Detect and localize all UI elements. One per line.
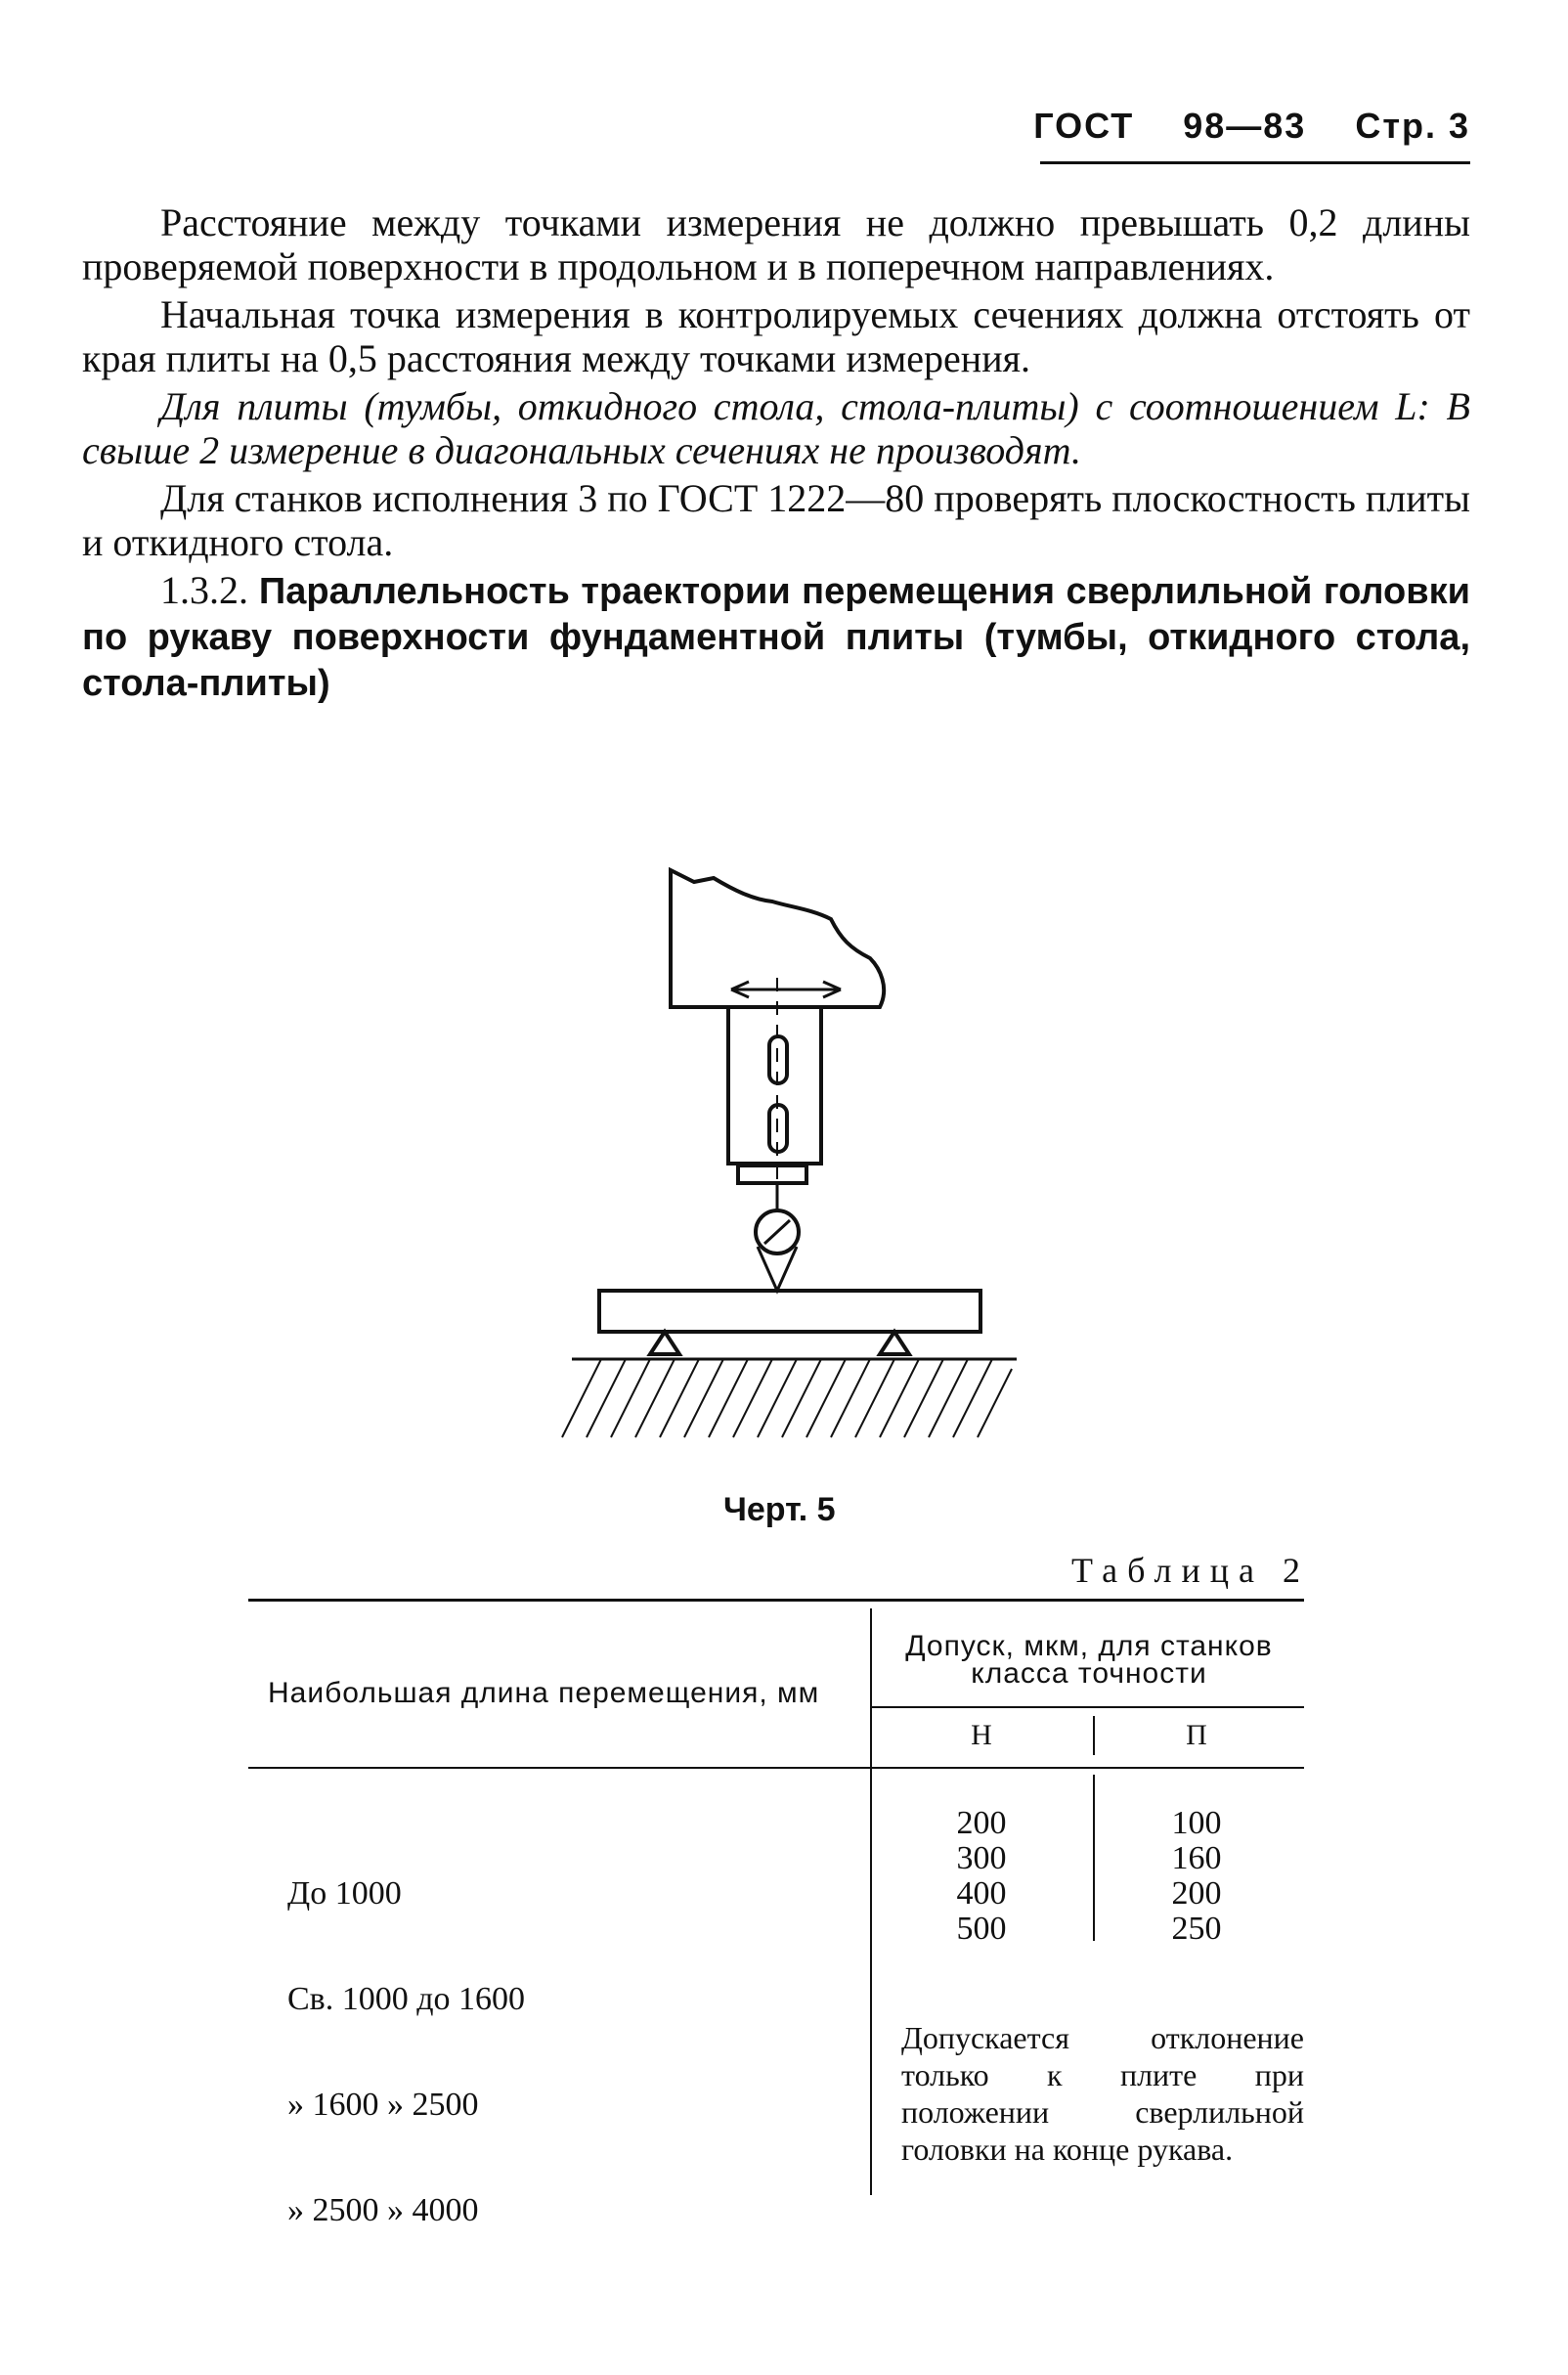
row-1-length: До 1000 (287, 1875, 402, 1912)
col1-header: Наибольшая длина перемещения, мм (268, 1677, 820, 1709)
paragraph-1: Расстояние между точками измерения не должно превышать 0,2 длины проверяемой поверхности в продольном и в поперечном направлениях. (82, 200, 1470, 288)
tolerance-table (248, 1599, 1304, 2228)
table-header-bottom-rule (248, 1767, 1304, 1769)
paragraph-3: Для плиты (тумбы, откидного стола, стола-плиты) с соотношением L: B свыше 2 измерение в диагональных сечениях не производят. (82, 384, 1470, 472)
row-2-h: 300 (956, 1840, 1007, 1876)
row-4-length: » 2500 » 4000 (287, 2192, 479, 2228)
paragraph-2: Начальная точка измерения в контролируемых сечениях должна отстоять от края плиты на 0,5 расстояния между точками измерения. (82, 292, 1470, 380)
p-column (1138, 1806, 1255, 1947)
row-1-h: 200 (956, 1805, 1007, 1841)
section-number: 1.3.2. (160, 568, 248, 612)
length-column (287, 1806, 525, 2299)
table-values-divider (1093, 1775, 1095, 1941)
row-3-length: » 1600 » 2500 (287, 2087, 479, 2123)
row-2-p: 160 (1171, 1840, 1222, 1876)
page-header (996, 106, 1470, 147)
table-subheader-divider (1093, 1716, 1095, 1755)
paragraph-4: Для станков исполнения 3 по ГОСТ 1222—80 проверять плоскостность плиты и откидного стола. (82, 476, 1470, 564)
header-rule (1040, 161, 1470, 164)
row-4-h: 500 (956, 1911, 1007, 1947)
header-page: Стр. 3 (1355, 106, 1470, 146)
table-label: Таблица 2 (1071, 1551, 1310, 1590)
col2-header: Допуск, мкм, для станков класса точности (905, 1630, 1273, 1690)
drilling-head-drawing (572, 870, 1017, 1359)
row-3-h: 400 (956, 1875, 1007, 1912)
row-4-p: 250 (1171, 1911, 1222, 1947)
subheader-h: Н (971, 1719, 992, 1751)
table-subheader-rule (872, 1706, 1304, 1708)
ground-hatching (562, 1359, 1012, 1437)
row-2-length: Св. 1000 до 1600 (287, 1981, 526, 2017)
section-heading (82, 568, 1470, 706)
h-column (923, 1806, 1040, 1947)
figure-caption: Черт. 5 (723, 1491, 836, 1528)
subheader-p: П (1186, 1719, 1207, 1751)
table-note: Допускается отклонение только к плите при положении сверлильной головки на конце рукава. (901, 2020, 1304, 2167)
table-col-divider (870, 1608, 872, 2195)
header-standard: ГОСТ (1033, 106, 1135, 146)
section-title: Параллельность траектории перемещения сверлильной головки по рукаву поверхности фундаментной плиты (тумбы, откидного стола, стола-плиты) (82, 571, 1471, 704)
table-top-rule (248, 1599, 1304, 1602)
row-1-p: 100 (1171, 1805, 1222, 1841)
row-3-p: 200 (1171, 1875, 1222, 1912)
figure-drawing (557, 860, 1017, 1486)
header-number: 98—83 (1183, 106, 1307, 146)
body-text (82, 200, 1470, 710)
